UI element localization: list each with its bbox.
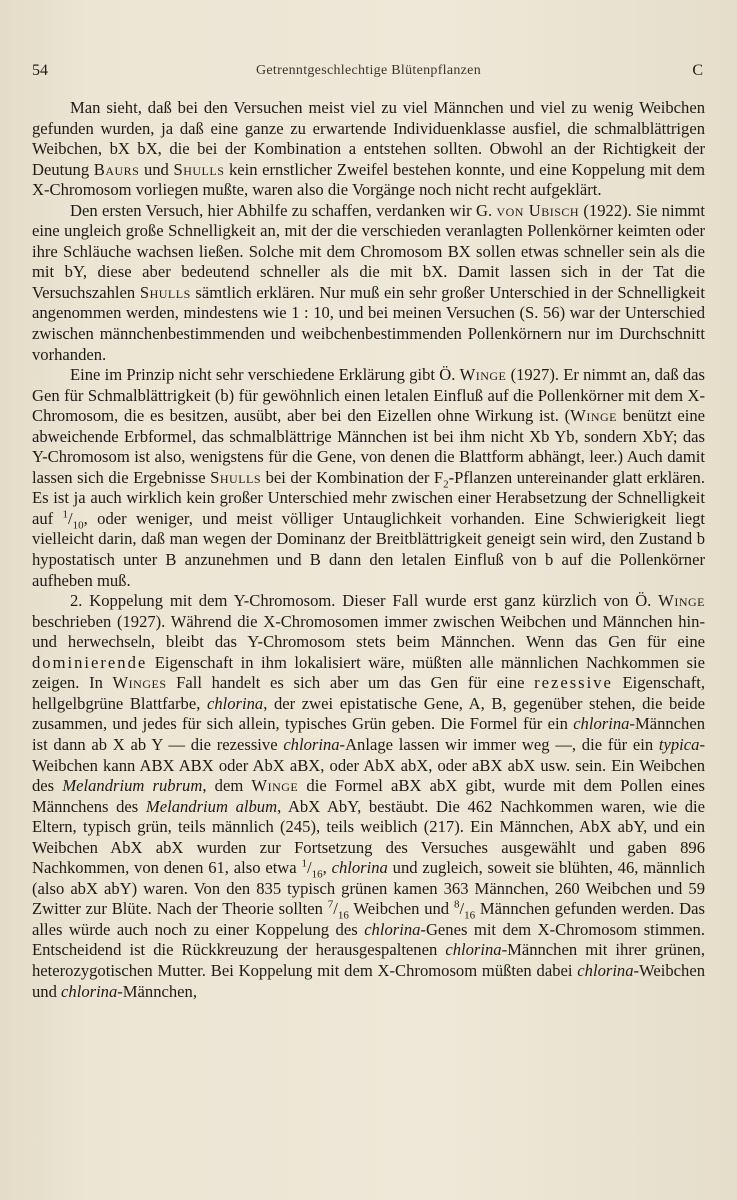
italic-term: chlorina	[331, 858, 388, 878]
text-run: Eigenschaft in ihm lokalisiert wäre, müßten alle männlichen Nachkommen sie zeigen. In	[32, 652, 705, 693]
paragraph-2	[32, 201, 705, 365]
text-run: beschrieben (1927). Während die X-Chromosomen immer zwischen Weibchen und Männchen hin- und herwechseln, bleibt das Y-Chromosom stets beim Männchen. Wenn das Gen für eine	[32, 611, 705, 652]
text-run: /	[333, 899, 338, 919]
spaced-emphasis: dominierende	[32, 652, 148, 672]
text-run: Weibchen und	[348, 899, 454, 919]
body-text	[32, 98, 705, 1002]
text-run: (1922). Sie nimmt eine ungleich große Schnelligkeit an, mit der die verschieden veranlagten Pollenkörner keimten oder ihre Schläuche wachsen ließen. Solche mit dem Chromosom BX sollen etwas schneller sein als die mit bY, diese aber bedeutend schneller als die mit bX. Damit lassen sich in der Tat die Versuchszahlen	[32, 200, 706, 302]
subscript: 16	[311, 868, 323, 881]
text-run: (1927). Er nimmt an, daß das Gen für Schmalblättrigkeit (b) für gewöhnlich einen letalen Einfluß auf die Pollenkörner mit dem X-Chromosom, die es besitzen, ausübt, aber bei den Eizellen ohne Wirkung ist. (	[32, 365, 705, 426]
subscript: 2	[443, 478, 449, 491]
section-letter: C	[692, 62, 703, 79]
small-caps-name: von Ubisch	[496, 200, 580, 220]
text-run: -Anlage lassen wir immer weg —, die für ein	[339, 734, 659, 754]
text-run: Man sieht, daß bei den Versuchen meist viel zu viel Männchen und viel zu wenig Weibchen gefunden wurden, ja daß eine ganze zu erwartende Individuenklasse ausfiel, die schmalblättrigen Weibchen, bX bX, die bei der Kombination a entstehen sollten. Obwohl an der Richtigkeit der Deutung	[32, 98, 705, 179]
text-run: /	[68, 508, 73, 528]
text-run: -Pflanzen untereinander glatt erklären. Es ist ja auch wirklich kein großer Unterschied mehr zwischen einer Herabsetzung der Schnelligkeit auf	[32, 467, 705, 528]
superscript: 1	[62, 508, 69, 521]
text-run: Eigenschaft, hellgelbgrüne Blattfarbe,	[32, 673, 705, 713]
italic-term: chlorina	[364, 919, 421, 939]
text-run: Fall handelt es sich aber um das Gen für eine	[166, 673, 535, 693]
italic-term: Melandrium rubrum	[62, 776, 203, 796]
text-run: die Formel aBX abX gibt, wurde mit dem Pollen eines Männchens des	[32, 776, 705, 816]
small-caps-name: Winge	[251, 776, 299, 796]
text-run: Den ersten Versuch, hier Abhilfe zu schaffen, verdanken wir G.	[70, 200, 497, 220]
text-run: ,	[322, 858, 332, 878]
paragraph-1	[32, 98, 705, 201]
italic-term: chlorina	[61, 981, 118, 1001]
subscript: 16	[464, 909, 476, 922]
text-run: , AbX AbY, bestäubt. Die 462 Nachkommen waren, wie die Eltern, typisch grün, teils männlich (245), teils weiblich (217). Ein Männchen, AbX abY, und ein Weibchen AbX abX wurden zur Fortsetzung des Versuches ausgewählt und gaben 896 Nachkommen, von denen 61, also etwa	[32, 796, 706, 878]
italic-term: chlorina	[573, 714, 630, 734]
text-run: 2. Koppelung mit dem Y-Chromosom. Dieser Fall wurde erst ganz kürzlich von Ö.	[70, 591, 659, 611]
subscript: 16	[337, 909, 349, 922]
italic-term: chlorina	[445, 940, 502, 960]
italic-term: chlorina	[577, 960, 634, 980]
italic-term: Melandrium album	[145, 796, 278, 816]
text-run: und zugleich, soweit sie blühten, 46, männlich (also abX abY) waren. Von den 835 typisch grünen kamen 363 Männchen, 260 Weibchen und 59 Zwitter zur Blüte. Nach der Theorie sollten	[32, 858, 706, 919]
small-caps-name: Winges	[112, 673, 167, 693]
text-run: benützt eine abweichende Erbformel, das schmalblättrige Männchen ist bei ihm nicht Xb Yb, sondern XbY; das Y-Chromosom ist also, wenigstens für die Gene, von denen die Blattform abhängt, leer.) Auch damit lassen sich die Ergebnisse	[32, 406, 705, 487]
small-caps-name: Winge	[658, 591, 705, 611]
superscript: 7	[327, 898, 334, 911]
text-run: -Genes mit dem X-Chromosom stimmen. Entscheidend ist die Rückkreuzung der herausgespaltenen	[32, 919, 705, 960]
small-caps-name: Winge	[459, 365, 507, 385]
page-number: 54	[32, 62, 48, 79]
text-run: -Männchen ist dann ab X ab Y — die rezessive	[32, 714, 705, 754]
text-run: und	[139, 159, 174, 179]
text-run: -Männchen mit ihrer grünen, heterozygotischen Mutter. Bei Koppelung mit dem X-Chromosom müßten dabei	[32, 940, 705, 980]
paragraph-4	[32, 591, 705, 1002]
superscript: 8	[453, 898, 460, 911]
small-caps-name: Shulls	[173, 159, 225, 179]
text-run: , oder weniger, und meist völliger Untauglichkeit vorhanden. Eine Schwierigkeit liegt vielleicht darin, daß man wegen der Dominanz der Breitblättrigkeit geneigt sein wird, den Zustand b hypostatisch unter B anzunehmen und B dann den letalen Einfluß von b auf die Pollenkörner aufheben muß.	[32, 508, 705, 590]
page-header	[32, 62, 705, 84]
text-run: -Weibchen und	[32, 960, 705, 1001]
paragraph-3	[32, 365, 705, 591]
subscript: 10	[72, 519, 84, 532]
small-caps-name: Baurs	[93, 159, 140, 179]
text-run: sämtlich erklären. Nur muß ein sehr großer Unterschied in der Schnelligkeit angenommen werden, mindestens wie 1 : 10, und bei meinen Versuchen (S. 56) war der Unterschied zwischen männchenbestimmenden und weibchenbestimmenden Pollenkörnern nur im Durchschnitt vorhanden.	[32, 282, 705, 364]
text-run: , dem	[202, 776, 252, 796]
text-run: , der zwei epistatische Gene, A, B, gegenüber stehen, die beide zusammen, und jedes für sich allein, typisches Grün geben. Die Formel für ein	[32, 693, 705, 734]
text-run: -Weibchen kann ABX ABX oder AbX aBX, oder AbX abX, oder aBX abX usw. sein. Ein Weibchen des	[32, 734, 705, 796]
text-run: /	[306, 858, 312, 878]
italic-term: typica	[658, 734, 700, 754]
running-title: Getrenntgeschlechtige Blütenpflanzen	[256, 63, 481, 78]
italic-term: chlorina	[283, 734, 340, 754]
text-run: bei der Kombination der F	[261, 467, 444, 487]
text-run: Eine im Prinzip nicht sehr verschiedene Erklärung gibt Ö.	[70, 365, 460, 385]
small-caps-name: Shulls	[210, 467, 262, 487]
superscript: 1	[301, 857, 307, 870]
text-run: kein ernstlicher Zweifel bestehen konnte, und eine Koppelung mit dem X-Chromosom vorliegen mußte, waren also die Vorgänge noch nicht recht aufgeklärt.	[32, 159, 706, 200]
text-run: Männchen gefunden werden. Das alles würde auch noch zu einer Koppelung des	[32, 899, 705, 939]
text-run: -Männchen,	[117, 981, 197, 1001]
italic-term: chlorina	[206, 693, 264, 713]
spaced-emphasis: rezessive	[534, 673, 613, 693]
small-caps-name: Shulls	[139, 282, 191, 302]
text-run: /	[459, 899, 465, 919]
small-caps-name: Winge	[570, 406, 617, 426]
